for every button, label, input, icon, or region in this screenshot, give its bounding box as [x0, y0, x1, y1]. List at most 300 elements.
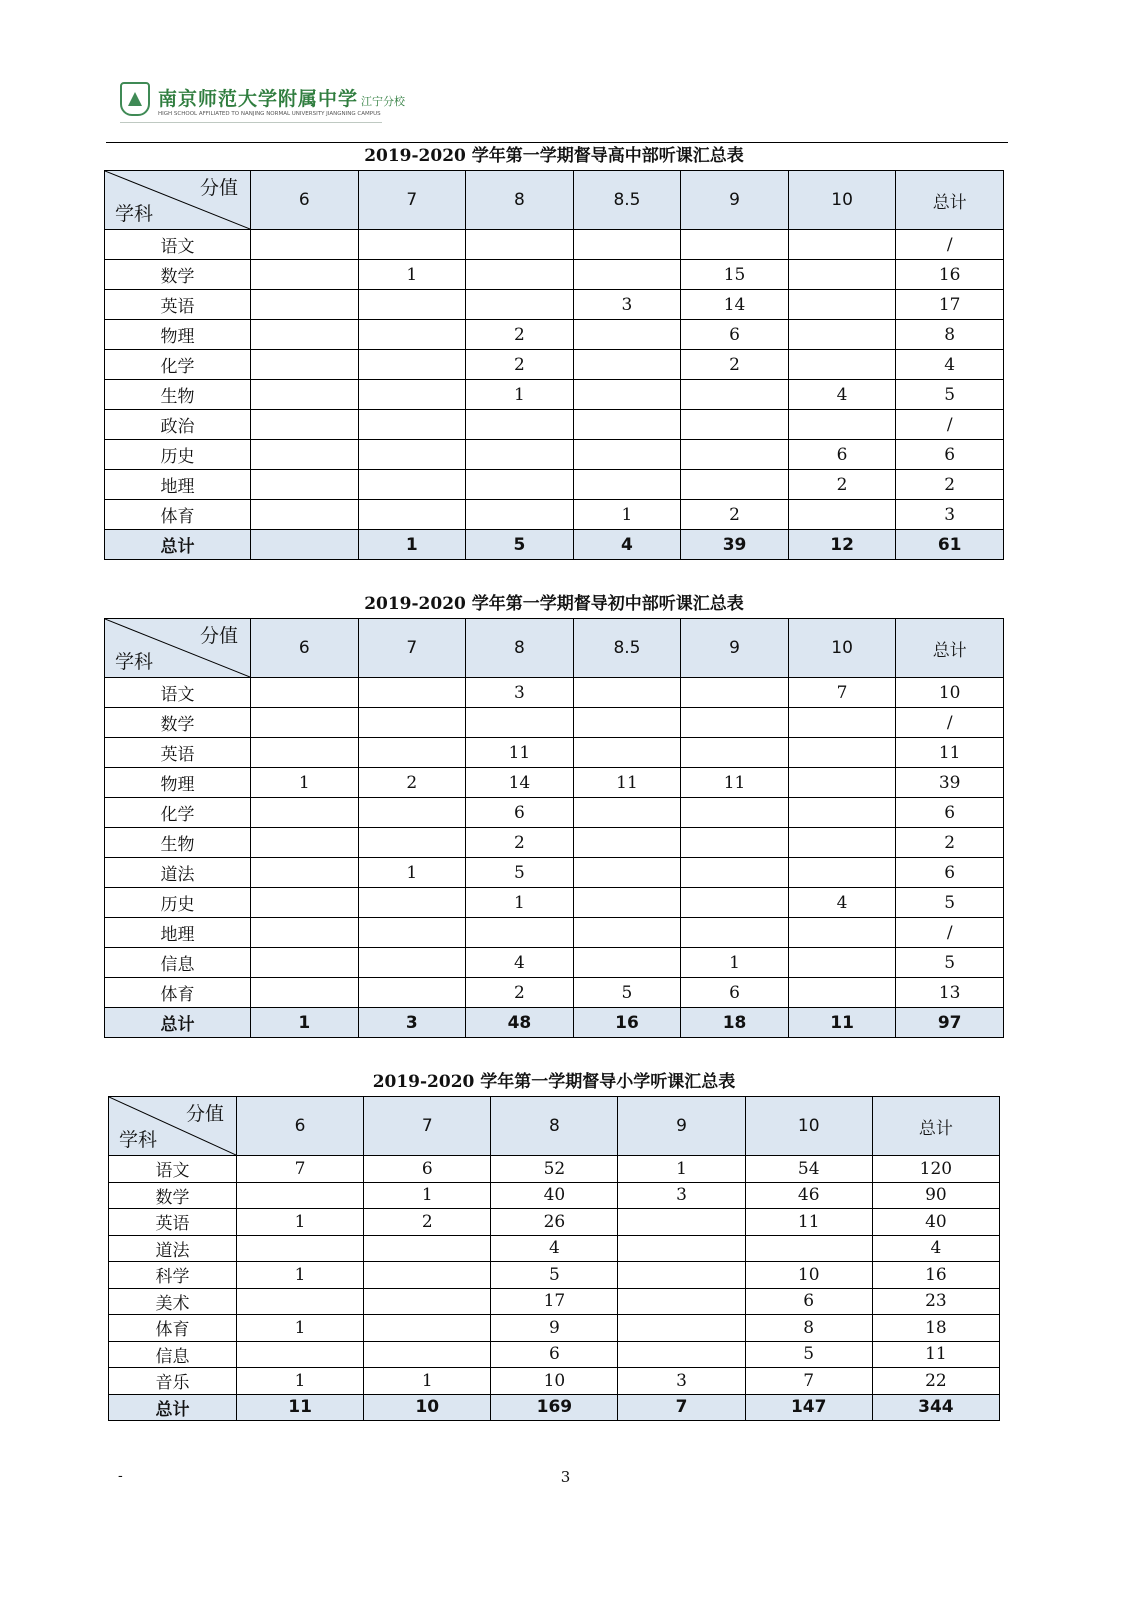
subject-cell: 化学: [105, 350, 251, 380]
corner-header-cell: [105, 619, 251, 678]
column-header: 8.5: [573, 171, 681, 230]
value-cell: [573, 320, 681, 350]
column-header: 总计: [872, 1097, 999, 1156]
table-row: [105, 888, 1004, 918]
value-cell: 8: [896, 320, 1004, 350]
value-cell: 6: [896, 440, 1004, 470]
table-row: [105, 948, 1004, 978]
value-cell: 2: [466, 828, 574, 858]
campus-name: 江宁分校: [361, 95, 406, 108]
value-cell: 10: [745, 1262, 872, 1289]
value-cell: [237, 1288, 364, 1315]
table-row: [105, 440, 1004, 470]
value-cell: [573, 410, 681, 440]
value-cell: [251, 708, 359, 738]
value-cell: 3: [618, 1182, 745, 1209]
total-cell: 18: [681, 1008, 789, 1038]
value-cell: [681, 918, 789, 948]
table-row: [105, 380, 1004, 410]
value-cell: 6: [364, 1156, 491, 1183]
subject-cell: 信息: [105, 948, 251, 978]
subject-cell: 地理: [105, 470, 251, 500]
value-cell: 1: [237, 1262, 364, 1289]
primary-school-table: [108, 1096, 1000, 1421]
total-cell: 11: [237, 1394, 364, 1421]
value-cell: [358, 230, 466, 260]
corner-top-label: 分值: [185, 1103, 224, 1125]
value-cell: [466, 290, 574, 320]
subject-cell: 历史: [105, 888, 251, 918]
value-cell: /: [896, 918, 1004, 948]
value-cell: [466, 410, 574, 440]
table-row: [109, 1182, 1000, 1209]
value-cell: [466, 500, 574, 530]
value-cell: 11: [872, 1341, 999, 1368]
school-emblem-icon: [120, 82, 150, 116]
header-row: [105, 619, 1004, 678]
table-title: 2019-2020 学年第一学期督导高中部听课汇总表: [364, 146, 744, 166]
value-cell: 4: [872, 1235, 999, 1262]
value-cell: [573, 260, 681, 290]
corner-header-cell: [105, 171, 251, 230]
value-cell: 6: [788, 440, 896, 470]
value-cell: 6: [896, 858, 1004, 888]
value-cell: [681, 380, 789, 410]
primary-school-section: [108, 1068, 1000, 1421]
value-cell: [358, 978, 466, 1008]
value-cell: [358, 828, 466, 858]
value-cell: 90: [872, 1182, 999, 1209]
table-row: [109, 1156, 1000, 1183]
value-cell: [364, 1341, 491, 1368]
value-cell: [358, 948, 466, 978]
corner-header-cell: [109, 1097, 237, 1156]
value-cell: 15: [681, 260, 789, 290]
value-cell: [788, 798, 896, 828]
middle-school-table: [104, 618, 1004, 1038]
subject-cell: 生物: [105, 828, 251, 858]
total-cell: 147: [745, 1394, 872, 1421]
value-cell: 2: [466, 978, 574, 1008]
value-cell: [358, 410, 466, 440]
total-label: 总计: [105, 1008, 251, 1038]
column-header: 10: [745, 1097, 872, 1156]
value-cell: [788, 948, 896, 978]
value-cell: [251, 888, 359, 918]
value-cell: 11: [466, 738, 574, 768]
value-cell: 2: [466, 350, 574, 380]
value-cell: [358, 290, 466, 320]
table-row: [105, 350, 1004, 380]
value-cell: 11: [573, 768, 681, 798]
value-cell: 6: [745, 1288, 872, 1315]
table-row: [105, 708, 1004, 738]
value-cell: 6: [681, 978, 789, 1008]
value-cell: 10: [896, 678, 1004, 708]
total-cell: 3: [358, 1008, 466, 1038]
value-cell: [745, 1235, 872, 1262]
column-header: 7: [358, 619, 466, 678]
value-cell: 3: [466, 678, 574, 708]
subject-cell: 音乐: [109, 1368, 237, 1395]
school-name-en: HIGH SCHOOL AFFILIATED TO NANJING NORMAL UNIVERSITY JIANGNING CAMPUS: [158, 111, 381, 117]
value-cell: [788, 320, 896, 350]
header-row: [109, 1097, 1000, 1156]
value-cell: [251, 828, 359, 858]
total-cell: 39: [681, 530, 789, 560]
value-cell: [573, 470, 681, 500]
value-cell: /: [896, 410, 1004, 440]
subject-cell: 数学: [105, 708, 251, 738]
table-row: [109, 1209, 1000, 1236]
value-cell: 1: [466, 380, 574, 410]
value-cell: 10: [491, 1368, 618, 1395]
value-cell: 2: [681, 350, 789, 380]
logo-divider: [120, 122, 382, 123]
total-cell: 97: [896, 1008, 1004, 1038]
table-row: [109, 1315, 1000, 1342]
value-cell: [358, 320, 466, 350]
value-cell: 1: [358, 260, 466, 290]
value-cell: 6: [491, 1341, 618, 1368]
total-row: [109, 1394, 1000, 1421]
value-cell: 7: [237, 1156, 364, 1183]
value-cell: 16: [896, 260, 1004, 290]
value-cell: 14: [466, 768, 574, 798]
value-cell: [573, 948, 681, 978]
value-cell: [358, 678, 466, 708]
total-cell: 10: [364, 1394, 491, 1421]
value-cell: [681, 410, 789, 440]
table-title: 2019-2020 学年第一学期督导初中部听课汇总表: [364, 594, 744, 614]
value-cell: 40: [872, 1209, 999, 1236]
table-row: [105, 768, 1004, 798]
value-cell: [251, 948, 359, 978]
value-cell: 2: [358, 768, 466, 798]
high-school-table: [104, 170, 1004, 560]
total-cell: 61: [896, 530, 1004, 560]
table-row: [105, 918, 1004, 948]
value-cell: [618, 1315, 745, 1342]
value-cell: 54: [745, 1156, 872, 1183]
subject-cell: 英语: [109, 1209, 237, 1236]
corner-bottom-label: 学科: [115, 651, 154, 673]
value-cell: [788, 230, 896, 260]
value-cell: 2: [788, 470, 896, 500]
value-cell: [251, 738, 359, 768]
subject-cell: 化学: [105, 798, 251, 828]
value-cell: [358, 350, 466, 380]
value-cell: 1: [573, 500, 681, 530]
total-cell: [251, 530, 359, 560]
value-cell: [466, 918, 574, 948]
column-header: 9: [681, 171, 789, 230]
subject-cell: 地理: [105, 918, 251, 948]
value-cell: [788, 858, 896, 888]
value-cell: [681, 678, 789, 708]
value-cell: [358, 918, 466, 948]
value-cell: 23: [872, 1288, 999, 1315]
corner-bottom-label: 学科: [119, 1129, 158, 1151]
column-header: 7: [364, 1097, 491, 1156]
value-cell: [573, 888, 681, 918]
value-cell: [618, 1209, 745, 1236]
value-cell: [251, 918, 359, 948]
subject-cell: 数学: [109, 1182, 237, 1209]
table-row: [109, 1235, 1000, 1262]
value-cell: 6: [681, 320, 789, 350]
value-cell: [573, 738, 681, 768]
value-cell: [364, 1315, 491, 1342]
table-row: [105, 858, 1004, 888]
column-header: 7: [358, 171, 466, 230]
table-row: [105, 320, 1004, 350]
value-cell: 13: [896, 978, 1004, 1008]
value-cell: 40: [491, 1182, 618, 1209]
value-cell: [681, 828, 789, 858]
subject-cell: 历史: [105, 440, 251, 470]
value-cell: [251, 978, 359, 1008]
value-cell: [681, 738, 789, 768]
value-cell: [358, 500, 466, 530]
value-cell: [251, 350, 359, 380]
value-cell: [358, 738, 466, 768]
value-cell: 8: [745, 1315, 872, 1342]
column-header: 6: [251, 171, 359, 230]
total-cell: 1: [251, 1008, 359, 1038]
value-cell: 5: [896, 888, 1004, 918]
column-header: 8: [466, 619, 574, 678]
total-cell: 12: [788, 530, 896, 560]
column-header: 9: [681, 619, 789, 678]
middle-school-section: [104, 590, 1004, 1038]
value-cell: 4: [788, 380, 896, 410]
value-cell: [237, 1182, 364, 1209]
value-cell: 1: [237, 1209, 364, 1236]
column-header: 8.5: [573, 619, 681, 678]
value-cell: [788, 738, 896, 768]
value-cell: [237, 1341, 364, 1368]
column-header: 10: [788, 171, 896, 230]
value-cell: [573, 230, 681, 260]
table-row: [105, 230, 1004, 260]
value-cell: [237, 1235, 364, 1262]
value-cell: 14: [681, 290, 789, 320]
subject-cell: 体育: [105, 978, 251, 1008]
value-cell: 5: [745, 1341, 872, 1368]
value-cell: [466, 440, 574, 470]
value-cell: [618, 1235, 745, 1262]
table-row: [109, 1341, 1000, 1368]
value-cell: [573, 918, 681, 948]
value-cell: 46: [745, 1182, 872, 1209]
value-cell: /: [896, 230, 1004, 260]
value-cell: [364, 1235, 491, 1262]
table-row: [105, 738, 1004, 768]
value-cell: [788, 410, 896, 440]
table-row: [105, 500, 1004, 530]
value-cell: [251, 230, 359, 260]
page-number: 3: [560, 1468, 571, 1486]
value-cell: [251, 858, 359, 888]
value-cell: [788, 828, 896, 858]
subject-cell: 英语: [105, 290, 251, 320]
value-cell: [251, 380, 359, 410]
value-cell: [358, 888, 466, 918]
value-cell: [466, 470, 574, 500]
school-name-cn: 南京师范大学附属中学 江宁分校: [158, 88, 406, 110]
value-cell: [788, 978, 896, 1008]
total-label: 总计: [109, 1394, 237, 1421]
subject-cell: 物理: [105, 320, 251, 350]
value-cell: 2: [364, 1209, 491, 1236]
subject-cell: 政治: [105, 410, 251, 440]
value-cell: 17: [896, 290, 1004, 320]
value-cell: [788, 290, 896, 320]
value-cell: 11: [896, 738, 1004, 768]
value-cell: 16: [872, 1262, 999, 1289]
subject-cell: 体育: [105, 500, 251, 530]
value-cell: 2: [896, 470, 1004, 500]
total-cell: 7: [618, 1394, 745, 1421]
value-cell: 120: [872, 1156, 999, 1183]
subject-cell: 信息: [109, 1341, 237, 1368]
table-row: [105, 978, 1004, 1008]
value-cell: 7: [745, 1368, 872, 1395]
value-cell: 39: [896, 768, 1004, 798]
value-cell: [573, 380, 681, 410]
value-cell: [681, 440, 789, 470]
value-cell: [788, 708, 896, 738]
table-row: [105, 260, 1004, 290]
value-cell: 4: [896, 350, 1004, 380]
value-cell: 4: [788, 888, 896, 918]
total-row: [105, 1008, 1004, 1038]
value-cell: [618, 1341, 745, 1368]
value-cell: [788, 768, 896, 798]
value-cell: [358, 708, 466, 738]
total-cell: 4: [573, 530, 681, 560]
value-cell: [251, 500, 359, 530]
table-title: 2019-2020 学年第一学期督导小学听课汇总表: [372, 1072, 736, 1092]
column-header: 8: [491, 1097, 618, 1156]
value-cell: 6: [466, 798, 574, 828]
value-cell: [618, 1288, 745, 1315]
total-cell: 344: [872, 1394, 999, 1421]
column-header: 9: [618, 1097, 745, 1156]
value-cell: [573, 350, 681, 380]
table-row: [109, 1262, 1000, 1289]
value-cell: 11: [681, 768, 789, 798]
table-row: [105, 828, 1004, 858]
total-cell: 48: [466, 1008, 574, 1038]
value-cell: [358, 440, 466, 470]
table-row: [105, 798, 1004, 828]
value-cell: [788, 918, 896, 948]
value-cell: 5: [896, 380, 1004, 410]
subject-cell: 语文: [105, 230, 251, 260]
value-cell: 7: [788, 678, 896, 708]
value-cell: 17: [491, 1288, 618, 1315]
value-cell: [251, 320, 359, 350]
value-cell: 1: [364, 1182, 491, 1209]
value-cell: [681, 230, 789, 260]
value-cell: [573, 440, 681, 470]
column-header: 总计: [896, 171, 1004, 230]
column-header: 6: [251, 619, 359, 678]
value-cell: [681, 888, 789, 918]
value-cell: 6: [896, 798, 1004, 828]
subject-cell: 道法: [105, 858, 251, 888]
subject-cell: 生物: [105, 380, 251, 410]
total-cell: 169: [491, 1394, 618, 1421]
footer-dash: -: [118, 1468, 123, 1484]
subject-cell: 体育: [109, 1315, 237, 1342]
subject-cell: 英语: [105, 738, 251, 768]
value-cell: [573, 828, 681, 858]
value-cell: 3: [573, 290, 681, 320]
value-cell: [466, 230, 574, 260]
value-cell: [251, 290, 359, 320]
value-cell: 1: [466, 888, 574, 918]
value-cell: [251, 260, 359, 290]
value-cell: 1: [618, 1156, 745, 1183]
total-cell: 16: [573, 1008, 681, 1038]
value-cell: 1: [681, 948, 789, 978]
subject-cell: 数学: [105, 260, 251, 290]
value-cell: 4: [491, 1235, 618, 1262]
value-cell: 2: [466, 320, 574, 350]
column-header: 10: [788, 619, 896, 678]
value-cell: 2: [896, 828, 1004, 858]
value-cell: [681, 470, 789, 500]
value-cell: 5: [573, 978, 681, 1008]
value-cell: 1: [237, 1315, 364, 1342]
table-row: [109, 1288, 1000, 1315]
total-cell: 11: [788, 1008, 896, 1038]
value-cell: 1: [364, 1368, 491, 1395]
value-cell: 5: [466, 858, 574, 888]
high-school-section: [104, 142, 1004, 560]
column-header: 6: [237, 1097, 364, 1156]
value-cell: [573, 858, 681, 888]
value-cell: [251, 410, 359, 440]
value-cell: [788, 500, 896, 530]
value-cell: [251, 798, 359, 828]
corner-top-label: 分值: [199, 177, 238, 199]
value-cell: [681, 798, 789, 828]
corner-bottom-label: 学科: [115, 203, 154, 225]
total-cell: 1: [358, 530, 466, 560]
value-cell: 22: [872, 1368, 999, 1395]
value-cell: [618, 1262, 745, 1289]
value-cell: 26: [491, 1209, 618, 1236]
corner-top-label: 分值: [199, 625, 238, 647]
subject-cell: 美术: [109, 1288, 237, 1315]
subject-cell: 语文: [105, 678, 251, 708]
value-cell: 3: [618, 1368, 745, 1395]
subject-cell: 道法: [109, 1235, 237, 1262]
value-cell: [251, 678, 359, 708]
subject-cell: 语文: [109, 1156, 237, 1183]
value-cell: [358, 380, 466, 410]
column-header: 8: [466, 171, 574, 230]
value-cell: [358, 470, 466, 500]
value-cell: /: [896, 708, 1004, 738]
value-cell: [364, 1288, 491, 1315]
value-cell: 18: [872, 1315, 999, 1342]
table-row: [109, 1368, 1000, 1395]
